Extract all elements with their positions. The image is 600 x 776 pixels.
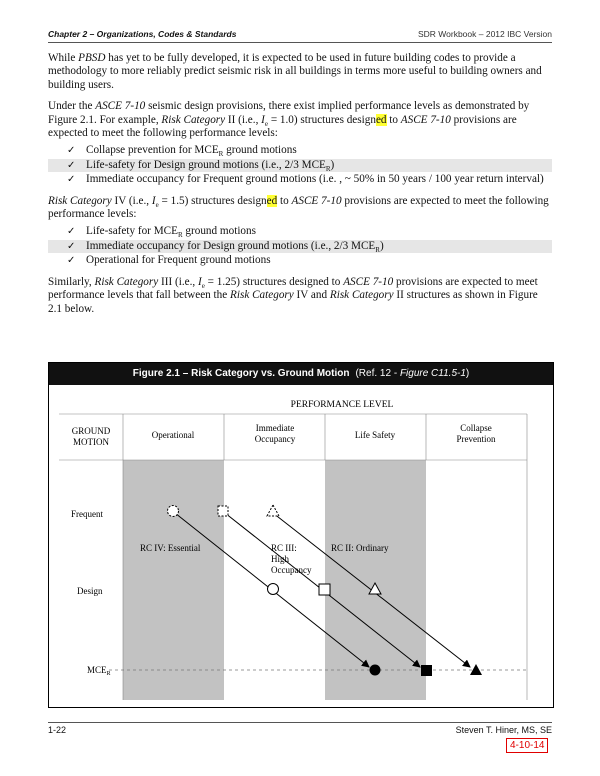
row-label-frequent: Frequent xyxy=(71,509,103,519)
rc-ii-label: RC II: Ordinary xyxy=(331,543,389,553)
rc-iii-mce-square-icon xyxy=(421,665,432,676)
column-header-life-safety: Life Safety xyxy=(354,430,396,440)
checkmark-icon: ✓ xyxy=(67,255,76,267)
risk-category-ii-list xyxy=(48,144,552,186)
column-header-collapse-prevention: Prevention xyxy=(456,434,496,444)
risk-category-iv-list xyxy=(48,225,552,267)
column-header-operational: Operational xyxy=(151,430,195,440)
paragraph-risk-category-iii: Similarly, Risk Category III (i.e., $I_e = 1.25$) structures designed to ASCE 7-10 provisions are expected to meet performance levels that fall between the Risk Category IV and Risk Category II structures as shown in Figure 2.1 below. xyxy=(48,275,538,315)
workbook-title: SDR Workbook – 2012 IBC Version xyxy=(417,29,552,39)
risk-category-diagram xyxy=(49,385,553,706)
list-item: ✓ Operational for Frequent ground motions xyxy=(67,254,271,267)
row-label-mce: $MCE_R$ xyxy=(87,665,111,677)
date-stamp: 4-10-14 xyxy=(506,738,548,753)
paragraph-risk-category-iv: Risk Category IV (i.e., $I_e = 1.5$) structures designed to ASCE 7-10 provisions are expected to meet the following performance levels: xyxy=(48,194,549,221)
page-header xyxy=(48,28,552,43)
list-item: ✓ Life-safety for Design ground motions (i.e., 2/3 $MCE_R$) xyxy=(48,159,552,172)
rc-iii-label: RC III: xyxy=(271,543,297,553)
list-item: ✓ Immediate occupancy for Design ground motions (i.e., 2/3 $MCE_R$) xyxy=(48,240,552,253)
page-footer xyxy=(48,722,552,737)
rc-ii-mce-triangle-icon xyxy=(470,664,482,675)
column-header-collapse-prevention: Collapse xyxy=(460,423,492,433)
figure-reference: (Ref. 12 - Figure C11.5-1) xyxy=(355,368,470,379)
column-header-immediate-occupancy: Immediate xyxy=(255,423,295,433)
ground-motion-label: MOTION xyxy=(73,437,109,447)
page-number: 1-22 xyxy=(48,725,67,735)
rc-iii-label: Occupancy xyxy=(271,565,312,575)
checkmark-icon: ✓ xyxy=(67,240,76,252)
rc-iv-mce-circle-icon xyxy=(370,665,381,676)
body-content xyxy=(48,52,552,324)
rc-iv-frequent-circle-icon xyxy=(168,506,179,517)
rc-iii-label: High xyxy=(271,554,289,564)
list-item: ✓ Immediate occupancy for Frequent ground motions (i.e. , ~ 50% in 50 years / 100 year return interval) xyxy=(67,173,544,186)
figure-title-bar xyxy=(49,363,553,385)
list-item: ✓ Life-safety for $MCE_R$ ground motions xyxy=(67,225,256,240)
author-name: Steven T. Hiner, MS, SE xyxy=(455,725,552,735)
performance-level-header: PERFORMANCE LEVEL xyxy=(290,400,394,410)
rc-iii-frequent-square-icon xyxy=(218,506,228,516)
rc-iv-design-circle-icon xyxy=(268,584,279,595)
paragraph-asce-intro: Under the ASCE 7-10 seismic design provisions, there exist implied performance levels as demonstrated by Figure 2.1. For example, Risk Category II (i.e., $I_e = 1.0$) structures designed to ASCE 7-10 provisions are expected to meet the following performance levels: xyxy=(48,100,530,140)
paragraph-pbsd: While PBSD has yet to be fully developed, it is expected to be used in future building codes to provide a methodology to more reliably predict seismic risk in all buildings in terms more useful to building owners and building users. xyxy=(48,52,542,91)
life-safety-column-shade xyxy=(325,460,426,700)
ground-motion-label: GROUND xyxy=(71,426,111,436)
checkmark-icon: ✓ xyxy=(67,226,76,238)
checkmark-icon: ✓ xyxy=(67,159,76,171)
figure-2-1 xyxy=(48,362,554,708)
highlight-mark: ed xyxy=(266,194,278,207)
figure-title: Figure 2.1 – Risk Category vs. Ground Motion xyxy=(132,368,350,379)
column-header-immediate-occupancy: Occupancy xyxy=(254,434,296,444)
operational-column-shade xyxy=(123,460,224,700)
rc-iv-label: RC IV: Essential xyxy=(140,543,201,553)
row-label-design: Design xyxy=(77,586,103,596)
list-item: ✓ Collapse prevention for $MCE_R$ ground motions xyxy=(67,144,297,159)
highlight-mark: ed xyxy=(375,113,387,126)
checkmark-icon: ✓ xyxy=(67,145,76,157)
chapter-title: Chapter 2 – Organizations, Codes & Standards xyxy=(48,29,237,39)
rc-ii-frequent-triangle-icon xyxy=(267,505,279,516)
checkmark-icon: ✓ xyxy=(67,174,76,186)
rc-iii-design-square-icon xyxy=(319,584,330,595)
